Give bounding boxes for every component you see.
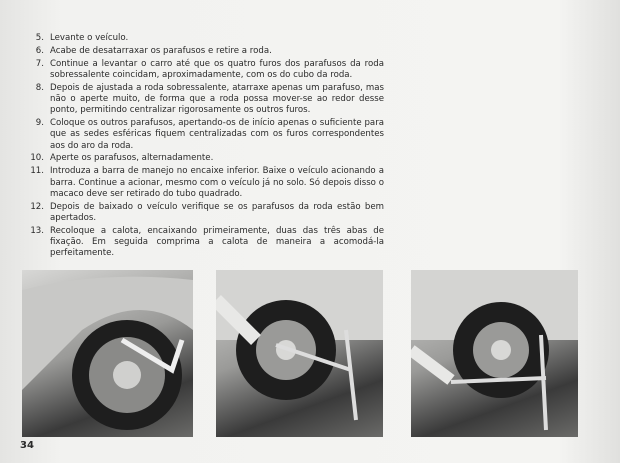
step-text: Continue a levantar o carro até que os quatro furos dos parafusos da roda sobressalente coincidam, aproximadamente, com os do cubo da roda.	[50, 58, 384, 80]
step-text: Depois de baixado o veículo verifique se os parafusos da roda estão bem apertados.	[50, 201, 384, 223]
step-text: Introduza a barra de manejo no encaixe inferior. Baixe o veículo acionando a barra. Continue a acionar, mesmo com o veículo já no solo. Só depois disso o macaco deve ser retirado do tubo quadrado.	[50, 166, 384, 199]
step-number: 12.	[30, 201, 44, 212]
list-item	[22, 166, 384, 200]
step-text: Aperte os parafusos, alternadamente.	[50, 153, 214, 164]
step-text: Coloque os outros parafusos, apertando-os de início apenas o suficiente para que as sedes esféricas fiquem centralizadas com os furos correspondentes aos do aro da roda.	[50, 118, 384, 151]
list-item	[22, 33, 384, 44]
step-number: 8.	[35, 82, 44, 93]
step-number: 5.	[35, 33, 44, 43]
step-text: Levante o veículo.	[50, 33, 129, 43]
step-text: Recoloque a calota, encaixando primeiramente, duas das três abas de fixação. Em seguida comprima a calota de maneira a acomodá-la perfeitamente.	[50, 225, 384, 259]
list-item	[22, 226, 384, 260]
list-item	[22, 83, 384, 117]
photo-jack-bar	[411, 270, 578, 437]
list-item	[22, 118, 384, 152]
photo-wheel-hubcap	[22, 270, 193, 437]
step-number: 6.	[35, 45, 44, 56]
step-number: 7.	[35, 58, 44, 69]
list-item	[22, 153, 384, 164]
step-number: 10.	[30, 153, 44, 164]
instruction-list	[22, 33, 384, 261]
photo-lowering-jack	[216, 270, 383, 437]
step-number: 9.	[35, 118, 44, 129]
step-number: 13.	[30, 225, 44, 236]
step-number: 11.	[30, 166, 44, 177]
step-text: Depois de ajustada a roda sobressalente, atarraxe apenas um parafuso, mas não o aperte muito, de forma que a roda possa mover-se ao redor desse ponto, permitindo centralizar rigorosamente os outros furos.	[50, 82, 384, 116]
list-item	[22, 46, 384, 57]
list-item	[22, 59, 384, 82]
list-item	[22, 202, 384, 225]
page-number: 34	[20, 440, 34, 451]
step-text: Acabe de desatarraxar os parafusos e retire a roda.	[50, 45, 272, 56]
